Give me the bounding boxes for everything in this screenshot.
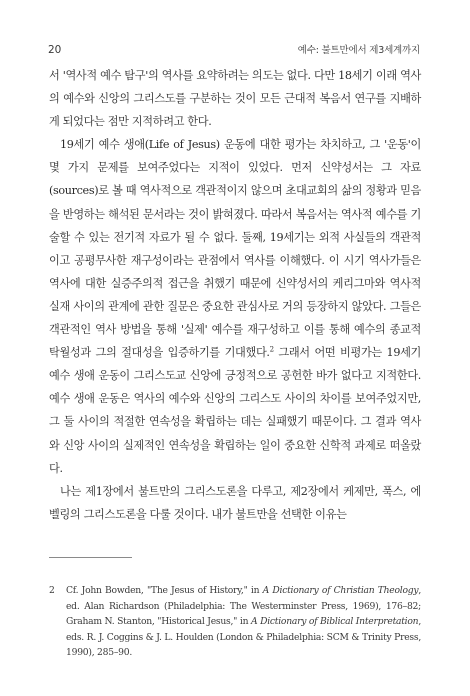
book-title: A Dictionary of Christian Theology <box>262 585 419 596</box>
footnote-reference[interactable]: 2 <box>269 345 274 354</box>
book-title: A Dictionary of Biblical Interpretation <box>250 616 419 628</box>
paragraph-text-continued: 그래서 어떤 비평가는 19세기 예수 생애 운동이 그리스도교 신앙에 긍정적으로 공헌한 바가 없다고 지적한다. 예수 생애 운동은 역사의 예수와 신앙의 그리스도 사이의 차이를 보여주었지만, 그 둘 사이의 적절한 연속성을 확립하는 데는 실패했기 때문이다. 그 결과 역사와 신앙 사이의 실제적인 연속성을 확립하는 일이 중요한 신학적 과제로 떠올랐다. <box>49 346 421 475</box>
page-number: 20 <box>48 44 62 56</box>
footnote-number: 2 <box>49 585 55 596</box>
running-title: 예수: 불트만에서 제3세계까지 <box>297 45 420 56</box>
page-header <box>48 42 420 58</box>
paragraph: 나는 제1장에서 불트만의 그리스도론을 다루고, 제2장에서 케제만, 푹스, 에벨링의 그리스도론을 다룰 것이다. 내가 불트만을 선택한 이유는 <box>49 484 421 521</box>
footnote <box>49 583 421 661</box>
paragraph <box>49 133 421 479</box>
footnote-divider <box>49 557 132 558</box>
paragraph-text: 19세기 예수 생애(Life of Jesus) 운동에 대한 평가는 차치하고, 그 '운동'이 몇 가지 문제를 보여주었다는 지적이 있었다. 먼저 신약성서는 그 자료(sources)로 볼 때 역사적으로 객관적이지 않으며 초대교회의 삶의 정황과 믿음을 반영하는 해석된 문서라는 것이 밝혀졌다. 따라서 복음서는 역사적 예수를 기술할 수 있는 전기적 자료가 될 수 없다. 둘째, 19세기는 외적 사실들의 객관적이고 공평무사한 재구성이라는 관점에서 역사를 이해했다. 이 시기 역사가들은 역사에 대한 실증주의적 접근을 취했기 때문에 신약성서의 케리그마와 역사적 실재 사이의 관계에 관한 질문은 중요한 관심사로 거의 등장하지 않았다. 그들은 객관적인 역사 방법을 통해 '실제' 예수를 재구성하고 이를 통해 예수의 종교적 탁월성과 그의 절대성을 입증하기를 기대했다. <box>49 138 421 360</box>
main-text <box>49 64 421 526</box>
footnote-text: Cf. John Bowden, "The Jesus of History," in A Dictionary of Christian Theology, ed. Alan Richardson (Philadelphia: The Westerminster Press, 1969), 176–82; Graham N. Stanton, "Historical Jesus," in A Dictionary of Biblical Interpretation, eds. R. J. Coggins & J. L. Houlden (London & Philadelphia: SCM & Trinity Press, 1990), 285–90. <box>66 585 421 659</box>
paragraph: 서 '역사적 예수 탐구'의 역사를 요약하려는 의도는 없다. 다만 18세기 이래 역사의 예수와 신앙의 그리스도를 구분하는 것이 모든 근대적 복음서 연구를 지배하게 되었다는 점만 지적하려고 한다. <box>49 69 421 129</box>
